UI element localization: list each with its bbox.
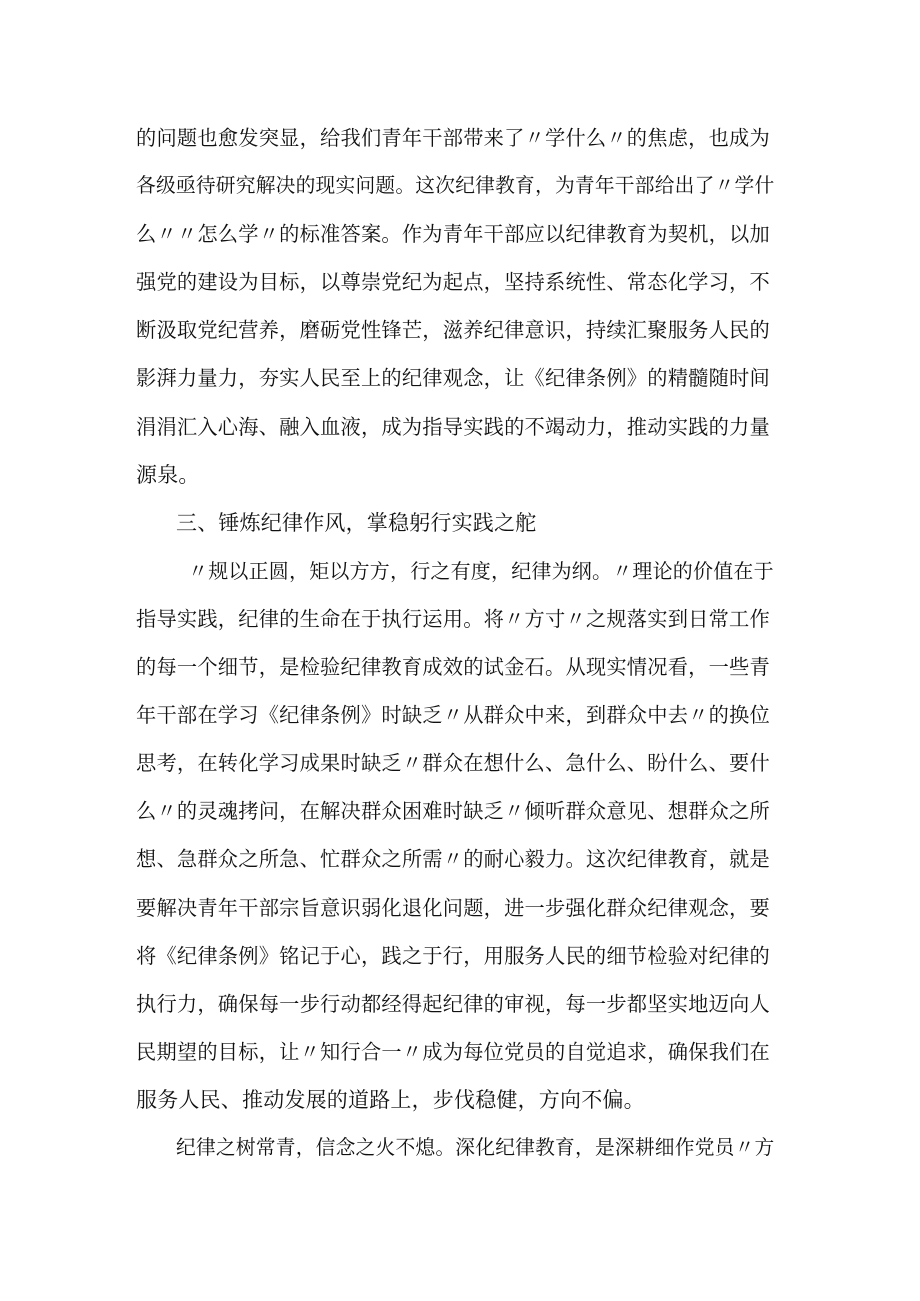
- text-line: 想、急群众之所急、忙群众之所需〃的耐心毅力。这次纪律教育，就是: [136, 847, 770, 872]
- text-line: 年干部在学习《纪律条例》时缺乏〃从群众中来，到群众中去〃的换位: [136, 703, 770, 728]
- text-line: 将《纪律条例》铭记于心，践之于行，用服务人民的细节检验对纪律的: [136, 943, 770, 968]
- text-line: 〃规以正圆，矩以方方，行之有度，纪律为纲。〃理论的价值在于: [188, 558, 774, 583]
- text-line: 的每一个细节，是检验纪律教育成效的试金石。从现实情况看，一些青: [136, 655, 770, 680]
- text-line: 纪律之树常青，信念之火不熄。深化纪律教育，是深耕细作党员〃方: [176, 1135, 775, 1159]
- text-line: 指导实践，纪律的生命在于执行运用。将〃方寸〃之规落实到日常工作: [136, 606, 770, 631]
- text-line: 服务人民、推动发展的道路上，步伐稳健，方向不偏。: [136, 1087, 645, 1112]
- text-line: 各级亟待研究解决的现实问题。这次纪律教育，为青年干部给出了〃学什: [136, 174, 775, 198]
- text-line: 么〃〃怎么学〃的标准答案。作为青年干部应以纪律教育为契机，以加: [136, 222, 770, 247]
- text-line: 源泉。: [136, 462, 200, 487]
- document-body: [136, 114, 776, 1172]
- text-line: 影湃力量力，夯实人民至上的纪律观念，让《纪律条例》的精髓随时间: [136, 366, 770, 391]
- text-line: 民期望的目标，让〃知行合一〃成为每位党员的自觉追求，确保我们在: [136, 1039, 770, 1064]
- text-line: 么〃的灵魂拷问，在解决群众困难时缺乏〃倾听群众意见、想群众之所: [136, 799, 770, 824]
- text-line: 要解决青年干部宗旨意识弱化退化问题，进一步强化群众纪律观念，要: [136, 895, 770, 920]
- text-line: 强党的建设为目标，以尊崇党纪为起点，坚持系统性、常态化学习，不: [136, 270, 770, 295]
- text-line: 执行力，确保每一步行动都经得起纪律的审视，每一步都坚实地迈向人: [136, 991, 770, 1016]
- text-line: 思考，在转化学习成果时缺乏〃群众在想什么、急什么、盼什么、要什: [136, 751, 770, 776]
- text-line: 的问题也愈发突显，给我们青年干部带来了〃学什么〃的焦虑，也成为: [136, 126, 770, 150]
- text-line: 涓涓汇入心海、融入血液，成为指导实践的不竭动力，推动实践的力量: [136, 414, 770, 439]
- text-line: 断汲取党纪营养，磨砺党性锋芒，滋养纪律意识，持续汇聚服务人民的: [136, 318, 770, 343]
- text-line: 三、锤炼纪律作风，掌稳躬行实践之舵: [176, 510, 537, 535]
